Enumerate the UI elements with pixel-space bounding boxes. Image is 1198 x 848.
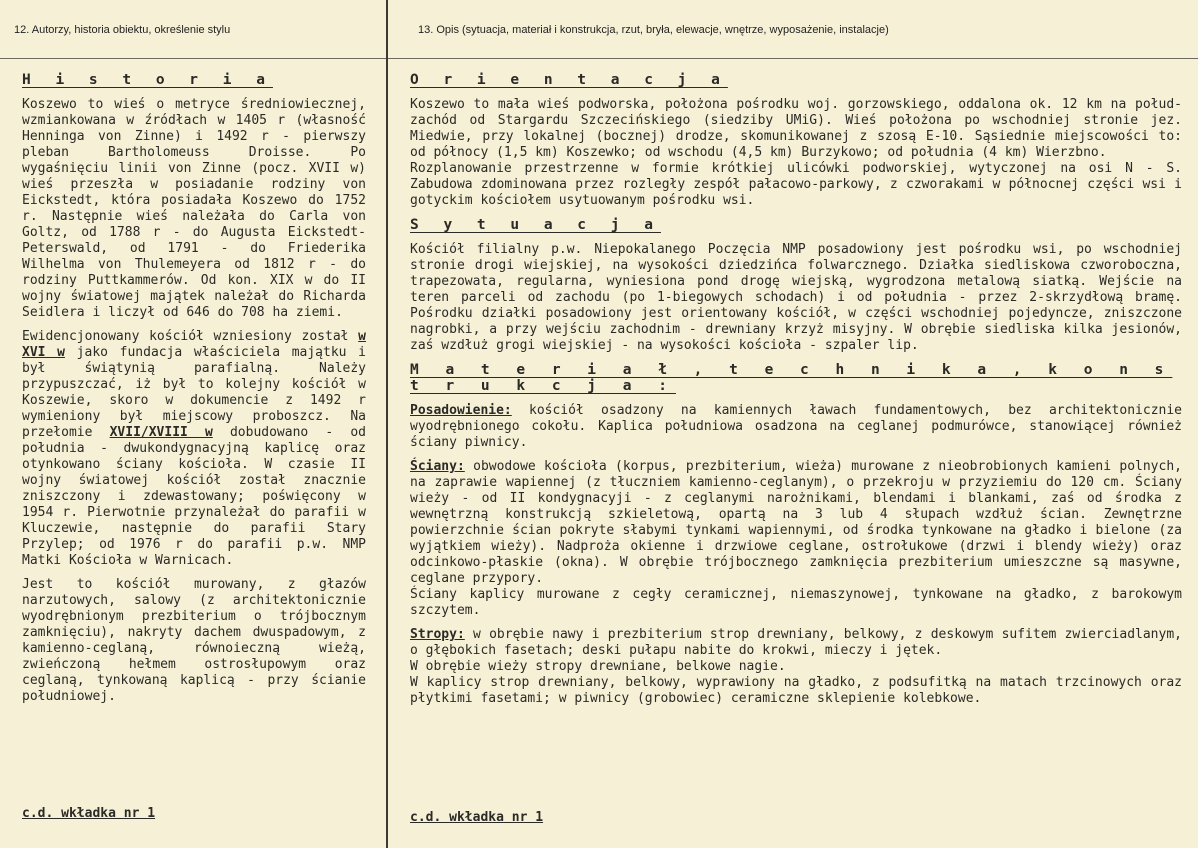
historia-p2-text-a: Ewidencjonowany kościół wzniesiony został	[22, 329, 359, 344]
century-xvii-xviii-emphasis: XVII/XVIII w	[109, 425, 213, 440]
material-heading: M a t e r i a ł , t e c h n i k a , k o n s t r u k c j a :	[410, 362, 1173, 394]
orientacja-heading: O r i e n t a c j a	[410, 72, 728, 88]
right-continuation-note: c.d. wkładka nr 1	[410, 810, 544, 825]
historia-p2-text-c: dobudowano - od południa - dwukondygnacyjną kaplicę oraz otynkowano ściany kościoła. W czasie II wojny światowej kościół został znacznie zniszczony i zdewastowany; poświęcony w 1954 r. Pierwotnie przynależał do parafii w Kluczewie, następnie do parafii Stary Przylep; od 1976 r do parafii p.w. NMP Matki Kościoła w Warnicach.	[22, 425, 366, 568]
left-column-header: 12. Autorzy, historia obiektu, określenie stylu	[14, 24, 231, 36]
stropy-label: Stropy:	[410, 627, 465, 642]
historia-heading: H i s t o r i a	[22, 72, 273, 88]
right-header-rule	[388, 58, 1198, 59]
sytuacja-paragraph: Kościół filialny p.w. Niepokalanego Poczęcia NMP posadowiony jest pośrodku wsi, po wschodniej stronie drogi wiejskiej, na wysokości dziedzińca folwarcznego. Działka siedliskowa czworoboczna, trapezowata, regularna, wyniesiona pond drogę wiejską, wygrodzona metalową siatką. Wejście na teren parceli od zachodu (po 1-biegowych schodach) i od południa - przez 2-skrzydłową bramę. Pośrodku działki posadowiony jest orientowany kościół, w części wschodniej pojedyncze, zniszczone nagrobki, a przy wejściu zachodnim - drewniany krzyż misyjny. W obrębie siedliska kilka jesionów, zaś wzdłuż grogi wiejskiej - na wysokości kościoła - szpaler lip.	[410, 242, 1182, 353]
historia-paragraph-3: Jest to kościół murowany, z głazów narzutowych, salowy (z architektonicznie wyodrębnionym prezbiterium o trójbocznym zamknięciu), nakryty dachem dwuspadowym, z kamienno-ceglaną, równoieczną wieżą, zwieńczoną hełmem ostrosłupowym oraz ceglaną, tynkowaną kaplicą - przy ścianie południowej.	[22, 577, 366, 704]
stropy-kaplica-paragraph: W kaplicy strop drewniany, belkowy, wyprawiony na gładko, z podsufitką na matach trzcinowych oraz płytkimi fasetami; w piwnicy (grobowiec) ceramiczne sklepienie kolebkowe.	[410, 675, 1182, 706]
right-column	[410, 72, 1182, 825]
century-xvi-emphasis: w XVI w	[22, 329, 366, 360]
historia-p2-text-b: jako fundacja właściciela majątku i był świątynią parafialną. Należy przypuszczać, iż był to kolejny kościół w Koszewie, skoro w dokumencie z 1492 r wymieniony był miejscowy proboszcz. Na przełomie	[22, 345, 366, 440]
sciany-paragraph	[410, 459, 1182, 587]
sciany-kaplica-paragraph: Ściany kaplicy murowane z cegły ceramicznej, niemaszynowej, tynkowane na gładko, z barokowym szczytem.	[410, 587, 1182, 618]
sciany-text: obwodowe kościoła (korpus, prezbiterium, wieża) murowane z nieobrobionych kamieni polnych, na zaprawie wapiennej (z tłuczniem kamienno-ceglanym), o przekroju w przyziemiu do 120 cm. Ściany wieży - od II kondygnacyji - z ceglanymi narożnikami, blendami i blankami, zaś od środka z wewnętrzną konstrukcją szkieletową, opartą na 3 lub 4 słupach wzdłuż ścian. Zewnętrzne powierzchnie ścian pokryte słabymi tynkami wapiennymi, od środka tynkowane na gładko i bielone (za wyjątkiem wieży). Nadproża okienne i drzwiowe ceglane, ostrołukowe (drzwi i blendy wieży) oraz odcinkowo-płaskie (okna). W obrębie trójbocznego zamknięcia prezbiterium umieszczne są masywne, ceglane przypory.	[410, 459, 1182, 586]
sciany-label: Ściany:	[410, 459, 465, 474]
posadowienie-text: kościół osadzony na kamiennych ławach fundamentowych, bez architektonicznie wyodrębnionego cokołu. Kaplica południowa osadzona na ceglanej podmurówce, stanowiącej również ściany piwnicy.	[410, 403, 1182, 450]
stropy-wieza-paragraph: W obrębie wieży stropy drewniane, belkowe nagie.	[410, 659, 786, 674]
orientacja-paragraph-1: Koszewo to mała wieś podworska, położona pośrodku woj. gorzowskiego, oddalona ok. 12 km na połud-zachód od Stargardu Szczecińskiego (siedziby UMiG). Wieś położona po wschodniej stronie jez. Miedwie, przy lokalnej (bocznej) drodze, skomunikowanej z szosą E-10. Sąsiednie miejscowości to: od północy (1,5 km) Koszewko; od wschodu (4,5 km) Burzykowo; od południa (4 km) Wierzbno.	[410, 97, 1182, 160]
posadowienie-paragraph	[410, 403, 1182, 451]
column-divider	[386, 0, 388, 848]
left-header-rule	[0, 58, 386, 59]
left-continuation-note: c.d. wkładka nr 1	[22, 806, 156, 821]
stropy-paragraph	[410, 627, 1182, 659]
left-column	[22, 72, 366, 821]
orientacja-paragraph-2: Rozplanowanie przestrzenne w formie krótkiej ulicówki podworskiej, wytyczonej na osi N - S. Zabudowa zdominowana przez rozległy zespół pałacowo-parkowy, z czworakami w północnej części wsi i gotyckim kościołem usytuowanym pośrodku wsi.	[410, 161, 1182, 208]
historia-paragraph-1: Koszewo to wieś o metryce średniowiecznej, wzmiankowana w źródłach w 1405 r (własność Henninga von Zinne) i 1492 r - pierwszy pleban Bartholomeuss Droisse. Po wygaśnięciu linii von Zinne (pocz. XVII w) wieś przeszła w posiadanie rodziny von Eickstedt, która posiadała Koszewo do 1752 r. Następnie wieś należała do Carla von Goltz, od 1788 r - do Augusta Eickstedt-Peterswald, od 1791 - do Friederika Wilhelma von Thulemeyera od 1812 r - do rodziny Puttkammerów. Od kon. XIX w do II wojny światowej majątek należał do Richarda Seidlera i liczył od 646 do 708 ha ziemi.	[22, 97, 366, 320]
stropy-text: w obrębie nawy i prezbiterium strop drewniany, belkowy, z deskowym sufitem zwierciadlanym, o głębokich fasetach; deski pułapu nabite do krokwi, mieczy i jętek.	[410, 627, 1182, 658]
right-column-header: 13. Opis (sytuacja, materiał i konstrukcja, rzut, bryła, elewacje, wnętrze, wyposażenie, instalacje)	[418, 24, 889, 36]
posadowienie-label: Posadowienie:	[410, 403, 512, 418]
sytuacja-heading: S y t u a c j a	[410, 217, 661, 233]
historia-paragraph-2	[22, 329, 366, 569]
